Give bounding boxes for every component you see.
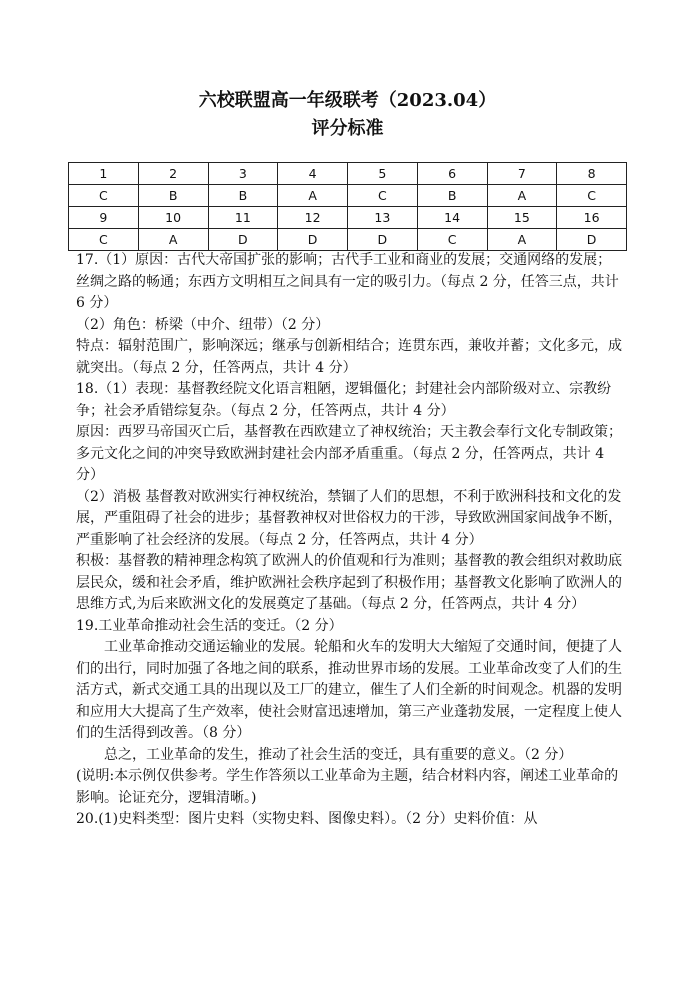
table-cell: 2 [138,163,208,185]
table-cell: 7 [487,163,557,185]
q17-part2-features: 特点：辐射范围广，影响深远；继承与创新相结合；连贯东西，兼收并蓄；文化多元，成就突出。（每点 2 分，任答两点，共计 4 分） [76,338,622,376]
answer-explanations [76,250,624,831]
q19-note: (说明:本示例仅供参考。学生作答须以工业革命为主题，结合材料内容，阐述工业革命的影响。论证充分，逻辑清晰。) [76,768,619,806]
table-cell: D [278,229,348,251]
table-cell: 3 [208,163,278,185]
table-cell: A [487,229,557,251]
table-cell: C [69,185,139,207]
table-cell: 4 [278,163,348,185]
table-cell: 6 [417,163,487,185]
q19-conclusion: 总之，工业革命的发生，推动了社会生活的变迁，具有重要的意义。（2 分） [104,746,573,763]
table-cell: A [487,185,557,207]
table-cell: 16 [557,207,627,229]
table-cell: C [557,185,627,207]
q18-part1-manifestation: 18.（1）表现：基督教经院文化语言粗陋，逻辑僵化；封建社会内部阶级对立、宗教纷争；社会矛盾错综复杂。（每点 2 分，任答两点，共计 4 分） [76,381,612,419]
q19-thesis: 19.工业革命推动社会生活的变迁。（2 分） [76,617,343,634]
grading-standard-heading: 评分标准 [311,118,384,139]
table-cell: C [69,229,139,251]
table-cell: 5 [348,163,418,185]
q18-part2-negative: （2）消极 基督教对欧洲实行神权统治，禁锢了人们的思想，不利于欧洲科技和文化的发展，严重阻碍了社会的进步；基督教神权对世俗权力的干涉，导致欧洲国家间战争不断，严重影响了社会经济的发展。（每点 2 分，任答两点，共计 4 分） [76,488,622,548]
table-cell: B [138,185,208,207]
q18-part2-positive: 积极：基督教的精神理念构筑了欧洲人的价值观和行为准则；基督教的教会组织对救助底层民众，缓和社会矛盾，维护欧洲社会秩序起到了积极作用；基督教文化影响了欧洲人的思维方式,为后来欧洲文化的发展奠定了基础。（每点 2 分，任答两点，共计 4 分） [76,553,622,612]
table-cell: 14 [417,207,487,229]
table-cell: 15 [487,207,557,229]
table-cell: C [417,229,487,251]
answer-row [69,185,627,207]
table-cell: A [278,185,348,207]
exam-title: 六校联盟高一年级联考（2023.04） [198,90,497,111]
table-cell: A [138,229,208,251]
table-cell: 12 [278,207,348,229]
table-cell: 11 [208,207,278,229]
table-cell: 1 [69,163,139,185]
table-cell: 10 [138,207,208,229]
multiple-choice-answer-table [68,162,627,251]
table-cell: D [208,229,278,251]
q18-part1-reason: 原因：西罗马帝国灭亡后，基督教在西欧建立了神权统治；天主教会奉行文化专制政策；多元文化之间的冲突导致欧洲封建社会内部矛盾重重。（每点 2 分，任答两点，共计 4 分） [76,424,622,483]
table-cell: 8 [557,163,627,185]
q17-part1-answer: 17.（1）原因：古代大帝国扩张的影响；古代手工业和商业的发展；交通网络的发展；丝绸之路的畅通；东西方文明相互之间具有一定的吸引力。（每点 2 分，任答三点，共计 6 分） [76,252,624,311]
table-cell: D [557,229,627,251]
table-cell: 9 [69,207,139,229]
question-number-row [69,163,627,185]
table-cell: 13 [348,207,418,229]
answer-row [69,229,627,251]
q19-argument: 工业革命推动交通运输业的发展。轮船和火车的发明大大缩短了交通时间，便捷了人们的出行，同时加强了各地之间的联系，推动世界市场的发展。工业革命改变了人们的生活方式，新式交通工具的出现以及工厂的建立，催生了人们全新的时间观念。机器的发明和应用大大提高了生产效率，使社会财富迅速增加，第三产业蓬勃发展，一定程度上使人们的生活得到改善。（8 分） [76,639,622,741]
table-cell: B [417,185,487,207]
q17-part2-role: （2）角色：桥梁（中介、纽带）（2 分） [76,316,330,333]
q20-part1-answer: 20.(1)史料类型：图片史料（实物史料、图像史料）。（2 分）史料价值：从 [76,811,538,827]
question-number-row [69,207,627,229]
table-cell: C [348,185,418,207]
table-cell: D [348,229,418,251]
table-cell: B [208,185,278,207]
